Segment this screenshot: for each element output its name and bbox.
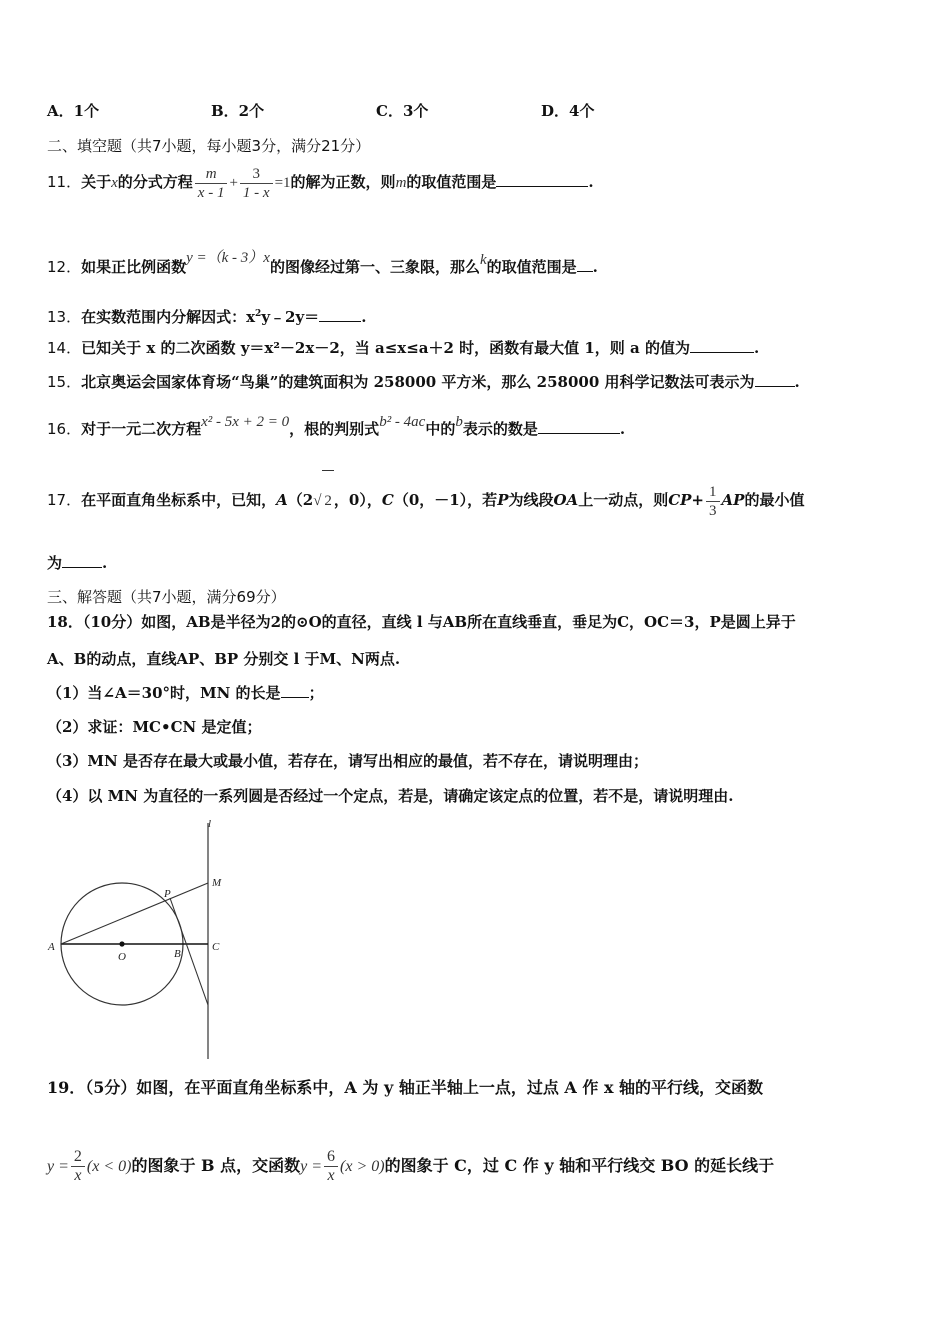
q19-f1-den: x xyxy=(74,1167,82,1184)
q11-var-x: x xyxy=(111,175,118,191)
q19-line-1: 19．（5分）如图，在平面直角坐标系中，A 为 y 轴正半轴上一点，过点 A 作 x 轴的平行线，交函数 xyxy=(47,1078,764,1097)
q17-text-3: ，0）， xyxy=(333,491,382,509)
q17-cp: CP+ xyxy=(668,491,705,509)
q16-text-4: 表示的数是 xyxy=(462,420,538,438)
q14-answer-blank xyxy=(690,338,754,353)
q17-number: 17． xyxy=(47,491,82,509)
q17-point-c: C xyxy=(381,491,394,509)
question-17-line-2 xyxy=(47,553,107,573)
q14-text: 已知关于 x 的二次函数 y＝x²－2x－2，当 a≤x≤a＋2 时，函数有最大值 1，则 a 的值为 xyxy=(81,339,690,357)
label-a: A xyxy=(48,941,55,953)
label-p: P xyxy=(164,888,171,900)
q11-number: 11． xyxy=(47,173,82,191)
q11-end: . xyxy=(588,173,594,191)
q17-text-2: （2 xyxy=(287,491,314,509)
q17-text-5: 为线段 xyxy=(508,491,554,509)
section-heading-fill: 二、填空题（共7小题，每小题3分，满分21分） xyxy=(47,137,371,155)
q17-text-6: 上一动点，则 xyxy=(578,491,669,509)
label-c: C xyxy=(212,941,220,953)
q12-number: 12． xyxy=(47,258,82,276)
question-13 xyxy=(47,304,366,327)
q16-text-2: ，根的判别式 xyxy=(289,420,380,438)
question-12 xyxy=(47,250,598,278)
option-d: D．4个 xyxy=(541,102,595,120)
q16-discriminant: b² - 4ac xyxy=(379,414,426,430)
question-16 xyxy=(47,414,626,440)
q17-text-4: （0，－1），若 xyxy=(393,491,498,509)
q17-frac-den: 3 xyxy=(709,502,717,519)
q17-sqrt-value: 2 xyxy=(322,470,334,531)
q11-plus: + xyxy=(229,175,238,191)
option-b: B．2个 xyxy=(211,102,265,120)
q16-var-b: b xyxy=(455,414,463,430)
q11-text-3: 的解为正数，则 xyxy=(290,173,396,191)
q13-text-2: y﹣2y＝ xyxy=(261,308,320,326)
q11-text-1: 关于 xyxy=(81,173,112,191)
q13-number: 13． xyxy=(47,308,82,326)
q13-text-1: 在实数范围内分解因式：x xyxy=(81,308,256,326)
q12-text-3: 的取值范围是 xyxy=(486,258,577,276)
q14-end: . xyxy=(753,339,760,357)
q17-point-p: P xyxy=(497,491,509,509)
question-11 xyxy=(47,162,594,203)
q11-text-2: 的分式方程 xyxy=(117,173,193,191)
option-a: A．1个 xyxy=(47,102,100,120)
q19-f2-num: 6 xyxy=(324,1148,338,1167)
label-m: M xyxy=(212,877,222,889)
q16-answer-blank xyxy=(538,419,620,434)
label-l: l xyxy=(208,818,212,830)
q15-answer-blank xyxy=(755,372,795,387)
option-c: C．3个 xyxy=(376,102,429,120)
q12-text-2: 的图像经过第一、三象限，那么 xyxy=(269,258,480,276)
q17-line2-text: 为 xyxy=(47,554,63,572)
q11-var-m: m xyxy=(395,175,407,191)
q15-end: . xyxy=(794,373,800,391)
q19-text-2: 的图象于 C，过 C 作 y 轴和平行线交 BO 的延长线于 xyxy=(384,1156,775,1175)
q17-answer-blank xyxy=(62,553,102,568)
q12-var-k: k xyxy=(479,252,487,268)
q19-func1-fraction xyxy=(71,1148,85,1185)
q11-frac2-num: 3 xyxy=(240,165,273,184)
question-17 xyxy=(47,470,804,531)
q17-end: . xyxy=(102,554,108,572)
q17-text-7: 的最小值 xyxy=(744,491,805,509)
q11-frac1-num: m xyxy=(195,165,228,184)
q15-text: 北京奥运会国家体育场“鸟巢”的建筑面积为 258000 平方米，那么 258000 用科学记数法可表示为 xyxy=(81,373,755,391)
q18-p1-text: （1）当∠A＝30°时，MN 的长是 xyxy=(47,684,281,702)
q13-exponent: 2 xyxy=(255,309,262,319)
question-15 xyxy=(47,372,800,392)
q19-func1-y: y = xyxy=(47,1158,69,1175)
q19-text-1: 的图象于 B 点，交函数 xyxy=(131,1156,301,1175)
label-o: O xyxy=(118,951,126,963)
q14-number: 14． xyxy=(47,339,82,357)
q19-func1-domain: (x < 0) xyxy=(86,1158,132,1175)
q12-end: . xyxy=(592,258,598,276)
q19-func2-y: y = xyxy=(300,1158,323,1175)
q12-text-1: 如果正比例函数 xyxy=(81,258,187,276)
q12-formula: y =（k - 3）x xyxy=(186,250,270,266)
q17-sqrt: √ 2 xyxy=(313,493,334,509)
q19-f2-den: x xyxy=(327,1167,335,1184)
point-o xyxy=(119,941,124,946)
q18-geometry-figure xyxy=(40,815,240,1065)
q18-p1-end: ； xyxy=(308,684,324,702)
q16-equation: x² - 5x + 2 = 0 xyxy=(201,414,290,430)
q11-equals: =1 xyxy=(274,175,291,191)
q11-frac2-den: 1 - x xyxy=(242,184,270,201)
q11-answer-blank xyxy=(496,172,588,187)
q18-intro-line-2: A、B的动点，直线AP、BP 分别交 l 于M、N两点. xyxy=(47,650,401,668)
q18-part-2: （2）求证：MC•CN 是定值； xyxy=(47,718,262,736)
section-heading-solve: 三、解答题（共7小题，满分69分） xyxy=(47,588,286,606)
q19-f1-num: 2 xyxy=(71,1148,85,1167)
q16-text-1: 对于一元二次方程 xyxy=(81,420,202,438)
q17-point-a: A xyxy=(276,491,288,509)
q12-answer-blank xyxy=(577,257,593,272)
label-b: B xyxy=(174,948,181,960)
q18-intro-line-1: 18．（10分）如图，AB是半径为2的⊙O的直径，直线 l 与AB所在直线垂直，垂足为C，OC＝3，P是圆上异于 xyxy=(47,613,796,631)
q18-part-1 xyxy=(47,683,324,703)
line-am xyxy=(61,883,208,944)
q19-func2-fraction xyxy=(324,1148,338,1185)
q19-func2-domain: (x > 0) xyxy=(340,1158,385,1175)
q15-number: 15． xyxy=(47,373,82,391)
q16-text-3: 中的 xyxy=(425,420,456,438)
q16-end: . xyxy=(619,420,626,438)
q17-ap: AP xyxy=(721,491,745,509)
q13-answer-blank xyxy=(319,307,361,322)
q11-frac1-den: x - 1 xyxy=(197,184,225,201)
q17-text-1: 在平面直角坐标系中，已知， xyxy=(81,491,277,509)
q19-line-2 xyxy=(47,1140,774,1193)
q18-part-3: （3）MN 是否存在最大或最小值，若存在，请写出相应的最值，若不存在，请说明理由； xyxy=(47,752,648,770)
question-14 xyxy=(47,338,759,358)
q16-number: 16． xyxy=(47,420,82,438)
q11-fraction-2 xyxy=(240,165,273,202)
q11-fraction-1 xyxy=(195,165,228,202)
q11-text-4: 的取值范围是 xyxy=(406,173,497,191)
q13-end: . xyxy=(361,308,367,326)
q17-frac-num: 1 xyxy=(706,483,720,502)
q18-part-4: （4）以 MN 为直径的一系列圆是否经过一个定点，若是，请确定该定点的位置，若不是，请说明理由. xyxy=(47,787,734,805)
q17-segment-oa: OA xyxy=(553,491,579,509)
q17-fraction xyxy=(706,483,720,520)
q18-p1-blank xyxy=(281,683,309,698)
